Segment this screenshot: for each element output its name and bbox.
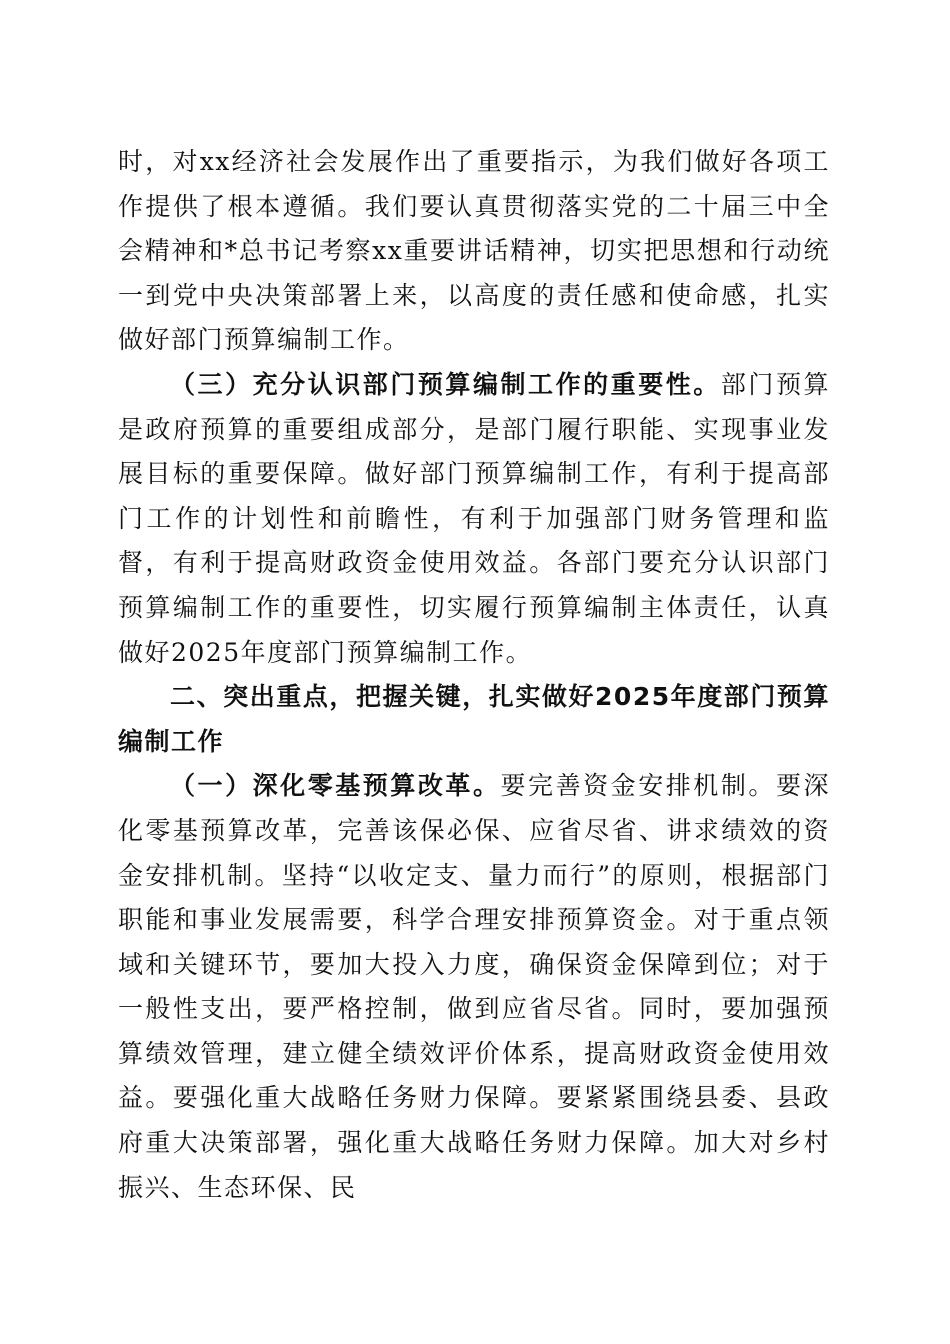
paragraph-text: 部门预算是政府预算的重要组成部分，是部门履行职能、实现事业发展目标的重要保障。做好部门预算编制工作，有利于提高部门工作的计划性和前瞻性，有利于加强部门财务管理和监督，有利于提高财政资金使用效益。各部门要充分认识部门预算编制工作的重要性，切实履行预算编制主体责任，认真做好2025年度部门预算编制工作。 xyxy=(118,369,830,667)
paragraph-text: 要完善资金安排机制。要深化零基预算改革，完善该保必保、应省尽省、讲求绩效的资金安排机制。坚持“以收定支、量力而行”的原则，根据部门职能和事业发展需要，科学合理安排预算资金。对于重点领域和关键环节，要加大投入力度，确保资金保障到位；对于一般性支出，要严格控制，做到应省尽省。同时，要加强预算绩效管理，建立健全绩效评价体系，提高财政资金使用效益。要强化重大战略任务财力保障。要紧紧围绕县委、县政府重大决策部署，强化重大战略任务财力保障。加大对乡村振兴、生态环保、民 xyxy=(118,771,830,1202)
section-lead-heading: （三）充分认识部门预算编制工作的重要性。 xyxy=(170,369,721,399)
paragraph-section-1 xyxy=(118,764,830,1210)
paragraph-continuation xyxy=(118,140,830,363)
paragraph-text: 时，对xx经济社会发展作出了重要指示，为我们做好各项工作提供了根本遵循。我们要认真贯彻落实党的二十届三中全会精神和*总书记考察xx重要讲话精神，切实把思想和行动统一到党中央决策部署上来，以高度的责任感和使命感，扎实做好部门预算编制工作。 xyxy=(118,147,830,355)
section-lead-heading: （一）深化零基预算改革。 xyxy=(170,771,501,801)
chapter-heading-2: 二、突出重点，把握关键，扎实做好2025年度部门预算编制工作 xyxy=(118,682,830,756)
document-body xyxy=(118,140,830,1210)
paragraph-section-3 xyxy=(118,363,830,675)
